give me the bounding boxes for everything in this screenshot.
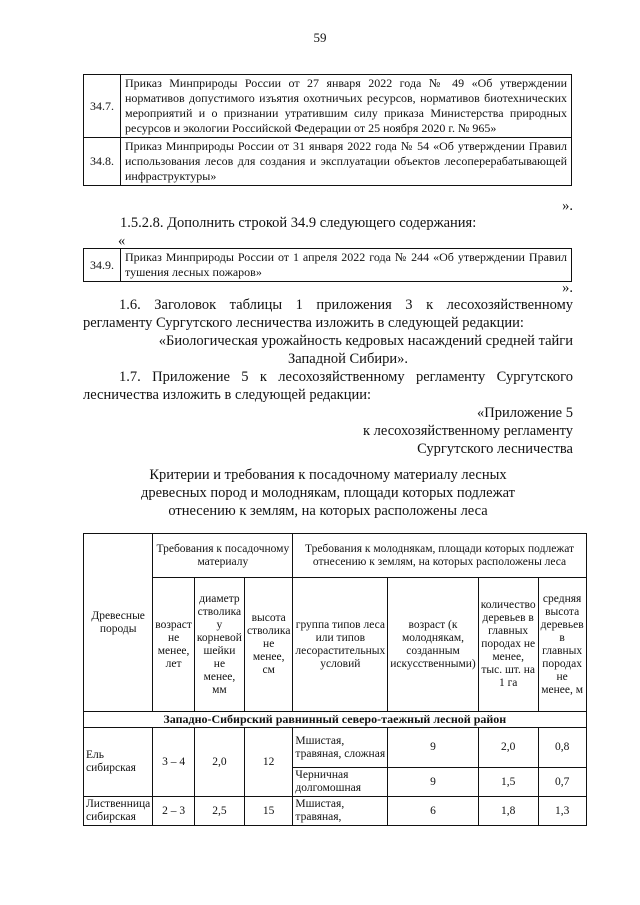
appendix-ref-line-2: к лесохозяйственному регламенту — [363, 423, 573, 439]
criteria-table — [83, 533, 587, 826]
cell-avg-height: 0,8 — [538, 728, 586, 768]
region-heading: Западно-Сибирский равнинный северо-таежный лесной район — [84, 712, 587, 728]
table-row — [84, 249, 572, 282]
cell-forest-type: Мшистая, травяная, — [293, 797, 388, 826]
quote-title-line-2: Западной Сибири». — [288, 351, 408, 367]
paragraph-1-7: 1.7. Приложение 5 к лесохозяйственному регламенту Сургутского лесничества изложить в следующей редакции: — [83, 369, 573, 403]
row-text: Приказ Минприроды России от 31 января 2022 года № 54 «Об утверждении Правил использования лесов для создания и эксплуатации объектов лесоперерабатывающей инфраструктуры» — [121, 138, 572, 186]
cell-forest-type: Черничная долгомошная — [293, 768, 388, 797]
cell-diameter: 2,0 — [194, 728, 244, 797]
cell-species: Ель сибирская — [84, 728, 153, 797]
header-planting-requirements: Требования к посадочному материалу — [153, 534, 293, 578]
header-row — [84, 534, 587, 578]
closing-quote: ». — [562, 198, 573, 214]
quote-title-line-1: «Биологическая урожайность кедровых насаждений средней тайги — [158, 333, 573, 349]
cell-young-age: 6 — [388, 797, 478, 826]
cell-age: 2 – 3 — [153, 797, 195, 826]
cell-height: 12 — [244, 728, 292, 797]
table-row — [84, 797, 587, 826]
cell-tree-count: 2,0 — [478, 728, 538, 768]
appendix-title-line-1: Критерии и требования к посадочному материалу лесных — [149, 467, 507, 483]
row-text: Приказ Минприроды России от 27 января 2022 года № 49 «Об утверждении нормативов допустимого изъятия охотничьих ресурсов, нормативов биотехнических мероприятий и о признании утратившим силу приказа Министерства природных ресурсов и экологии Российской Федерации от 25 ноября 2020 г. № 965» — [121, 75, 572, 138]
header-diameter: диаметр стволика у корневой шейки не менее, мм — [194, 578, 244, 712]
cell-avg-height: 1,3 — [538, 797, 586, 826]
header-species: Древесные породы — [84, 534, 153, 712]
row-number: 34.8. — [84, 138, 121, 186]
opening-quote: « — [118, 233, 126, 249]
appendix-ref-line-3: Сургутского лесничества — [417, 441, 573, 457]
cell-tree-count: 1,5 — [478, 768, 538, 797]
cell-young-age: 9 — [388, 768, 478, 797]
new-row-table — [83, 248, 572, 282]
region-row — [84, 712, 587, 728]
header-young-requirements: Требования к молоднякам, площади которых подлежат отнесению к землям, на которых расположены леса — [293, 534, 586, 578]
cell-species: Лиственница сибирская — [84, 797, 153, 826]
table-row — [84, 75, 572, 138]
header-row — [84, 578, 587, 712]
page-number: 59 — [313, 30, 327, 45]
header-height: высота стволика не менее, см — [244, 578, 292, 712]
paragraph-1-6: 1.6. Заголовок таблицы 1 приложения 3 к лесохозяйственному регламенту Сургутского лесничества изложить в следующей редакции: — [83, 297, 573, 331]
header-tree-count: количество деревьев в главных породах не менее, тыс. шт. на 1 га — [478, 578, 538, 712]
closing-quote: ». — [562, 280, 573, 296]
header-young-age: возраст (к молоднякам, созданным искусственными) — [388, 578, 478, 712]
appendix-ref-line-1: «Приложение 5 — [477, 405, 573, 421]
row-text: Приказ Минприроды России от 1 апреля 2022 года № 244 «Об утверждении Правил тушения лесных пожаров» — [121, 249, 572, 282]
table-row — [84, 728, 587, 768]
cell-young-age: 9 — [388, 728, 478, 768]
header-forest-type: группа типов леса или типов лесорастительных условий — [293, 578, 388, 712]
cell-diameter: 2,5 — [194, 797, 244, 826]
appendix-title-line-2: древесных пород и молоднякам, площади которых подлежат — [140, 485, 515, 501]
cell-forest-type: Мшистая, травяная, сложная — [293, 728, 388, 768]
cell-age: 3 – 4 — [153, 728, 195, 797]
paragraph-1-5-2-8: 1.5.2.8. Дополнить строкой 34.9 следующего содержания: — [120, 215, 477, 231]
amendment-table — [83, 74, 572, 186]
header-age: возраст не менее, лет — [153, 578, 195, 712]
cell-avg-height: 0,7 — [538, 768, 586, 797]
row-number: 34.7. — [84, 75, 121, 138]
appendix-title-line-3: отнесению к землям, на которых расположены леса — [168, 503, 488, 519]
row-number: 34.9. — [84, 249, 121, 282]
cell-height: 15 — [244, 797, 292, 826]
table-row — [84, 138, 572, 186]
cell-tree-count: 1,8 — [478, 797, 538, 826]
header-avg-height: средняя высота деревьев в главных породах не менее, м — [538, 578, 586, 712]
